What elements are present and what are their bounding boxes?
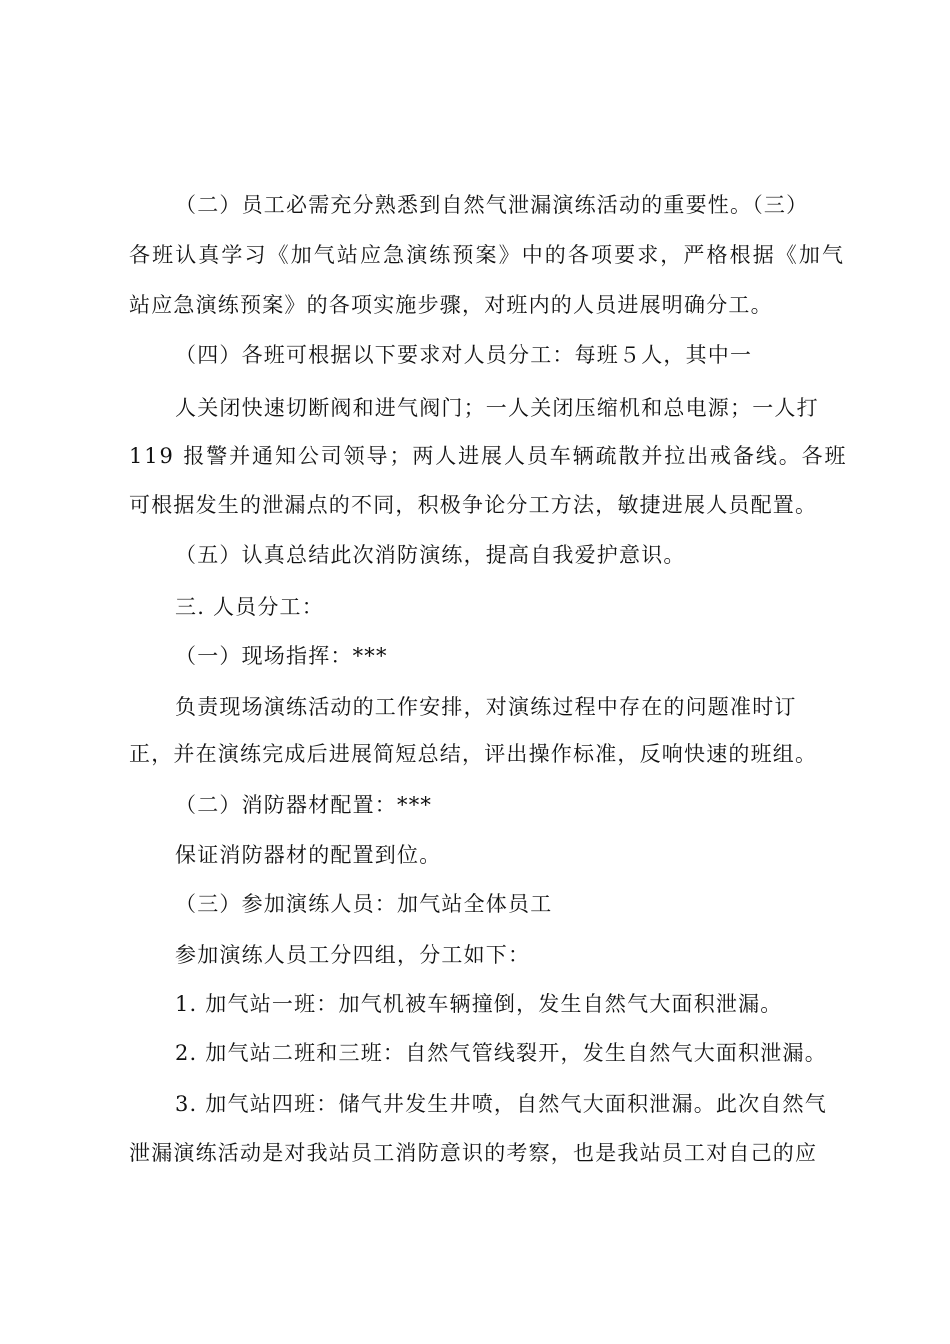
paragraph-line: （一）现场指挥：*** [175, 644, 388, 668]
paragraph-line: （二）员工必需充分熟悉到自然气泄漏演练活动的重要性。（三） [175, 193, 809, 217]
paragraph-line: 119 报警并通知公司领导；两人进展人员车辆疏散并拉出戒备线。各班 [129, 444, 848, 468]
list-item: 2. 加气站二班和三班：自然气管线裂开，发生自然气大面积泄漏。 [175, 1041, 827, 1065]
paragraph-line: 负责现场演练活动的工作安排，对演练过程中存在的问题准时订 [175, 695, 797, 719]
paragraph-line: 保证消防器材的配置到位。 [175, 843, 442, 867]
paragraph-line: 可根据发生的泄漏点的不同，积极争论分工方法，敏捷进展人员配置。 [129, 493, 818, 517]
paragraph-line: （四）各班可根据以下要求对人员分工：每班５人，其中一 [175, 343, 753, 367]
list-item: 3. 加气站四班：储气井发生井喷，自然气大面积泄漏。此次自然气 [175, 1092, 827, 1116]
paragraph-line: 参加演练人员工分四组，分工如下： [175, 943, 531, 967]
paragraph-line: 正，并在演练完成后进展简短总结，评出操作标准，反响快速的班组。 [129, 742, 818, 766]
paragraph-line: 人关闭快速切断阀和进气阀门；一人关闭压缩机和总电源；一人打 [175, 396, 819, 420]
paragraph-line: 泄漏演练活动是对我站员工消防意识的考察，也是我站员工对自己的应 [129, 1141, 818, 1165]
paragraph-line: 站应急演练预案》的各项实施步骤，对班内的人员进展明确分工。 [129, 293, 773, 317]
paragraph-line: （三）参加演练人员：加气站全体员工 [175, 892, 553, 916]
paragraph-line: 各班认真学习《加气站应急演练预案》中的各项要求，严格根据《加气 [129, 243, 846, 267]
list-item: 1. 加气站一班：加气机被车辆撞倒，发生自然气大面积泄漏。 [175, 992, 783, 1016]
paragraph-line: （二）消防器材配置：*** [175, 793, 433, 817]
paragraph-line: （五）认真总结此次消防演练，提高自我爱护意识。 [175, 543, 686, 567]
section-heading: 三. 人员分工： [175, 595, 324, 619]
